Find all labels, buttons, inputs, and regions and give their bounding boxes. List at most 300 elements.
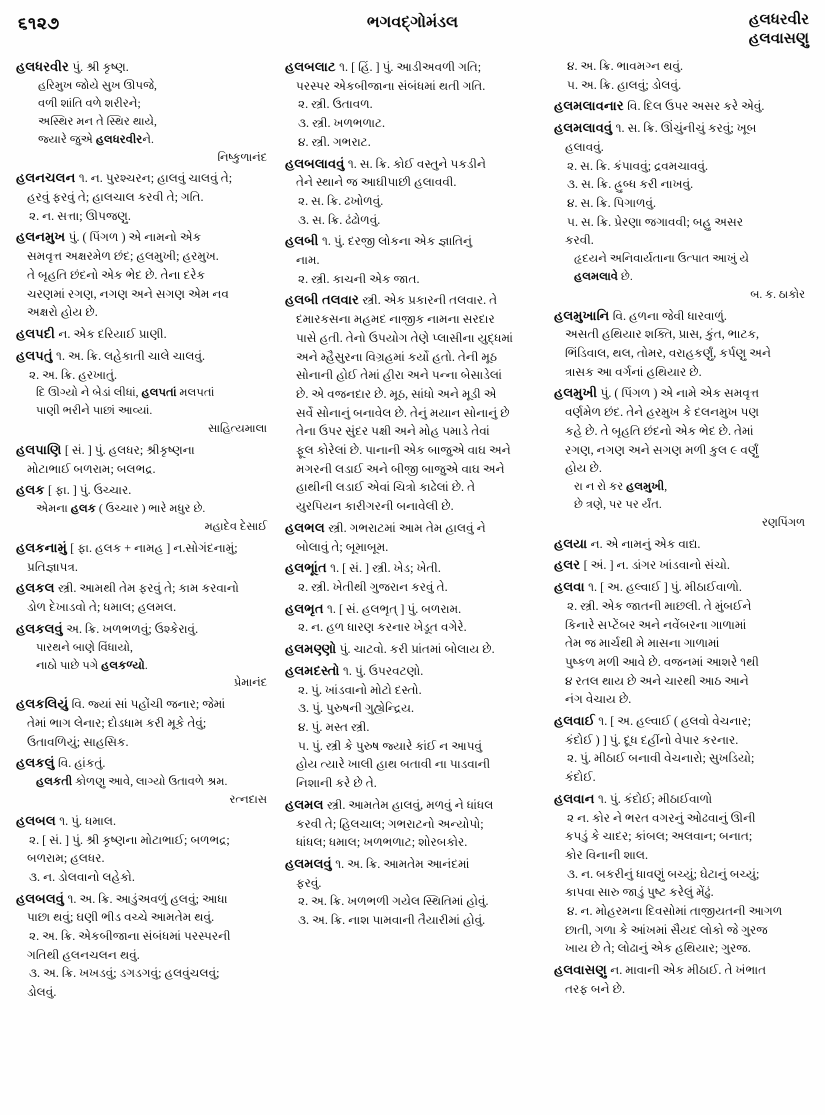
headword: હલપાણિ [16, 442, 65, 457]
definition-continuation [554, 769, 807, 786]
definition-continuation [16, 189, 269, 206]
entry-first-line [554, 578, 807, 596]
definition-continuation [16, 984, 269, 1001]
dictionary-entry [285, 600, 538, 637]
line-text: ૩. સ્ત્રી. ખળભળાટ. [298, 116, 386, 131]
line-text: ૩. ન. ડોલવાનો લહેકો. [29, 869, 135, 884]
line-text: ૧. સ. ક્રિ. કોઈ વસ્તુને પકડીને [347, 156, 486, 171]
line-text: હૃદયને અનિવાર્યતાના ઉત્પાત આખું યે [574, 252, 749, 265]
line-text: ૧. પું. દરજી લોકના એક જ્ઞાતિનું [321, 234, 473, 249]
headword: હલકલ [16, 581, 58, 596]
column-1 [10, 58, 275, 1108]
dictionary-entry [16, 812, 269, 886]
headword: હલધરવીર [16, 60, 73, 74]
sense-definition [285, 893, 538, 910]
dictionary-entry [285, 232, 538, 288]
verse-line [16, 114, 269, 130]
definition-continuation [16, 909, 269, 926]
verse-line [16, 132, 269, 148]
definition-continuation [285, 252, 538, 269]
line-text: બ. ક. ઠાકોર [750, 288, 805, 301]
definition-continuation [285, 479, 538, 496]
dictionary-entry [285, 519, 538, 556]
line-text: મહાદેવ દેસાઈ [204, 521, 267, 534]
line-text: હરવું ફરવું તે; હાલચાલ કરવી તે; ગતિ. [27, 190, 204, 205]
definition-continuation [285, 405, 538, 422]
definition-continuation [554, 423, 807, 440]
line-text: ૧. પું. ધમાલ. [59, 813, 117, 828]
dictionary-entry [16, 539, 269, 576]
line-text: કિનારે સપ્ટેંબર અને નવેંબરના ગાળામાં [565, 617, 747, 632]
sense-definition [554, 214, 807, 231]
entry-first-line [554, 556, 807, 574]
headword: હલનચલન [16, 171, 79, 186]
line-text: વિ. જ્યાં સાં પહોંચી જનાર; જેમાં [71, 697, 226, 712]
citation-source [554, 515, 807, 531]
line-text: પું. શ્રી કૃષ્ણ. [72, 60, 129, 74]
column-3 [548, 58, 813, 1108]
definition-continuation [285, 174, 538, 191]
line-text: મગરની લડાઈ અને બીજી બાજુએ વાઘ અને [296, 461, 505, 476]
line-text: ૨. પું. ખાંડવાનો મોટો દસ્તો. [298, 682, 422, 697]
guide-words [749, 11, 809, 49]
entry-first-line [285, 58, 538, 76]
entry-first-line [16, 620, 269, 638]
emphasized-term: હલમુખી [626, 479, 665, 493]
line-text: દમારકસના મહમદ નાજીક નામના સરદાર [296, 312, 495, 327]
headword: હલમલાવવું [554, 121, 616, 136]
sense-definition [285, 912, 538, 929]
line-text: પરસ્પર એકબીજાના સંબંધમાં થતી ગતિ. [296, 78, 486, 93]
entry-first-line [285, 662, 538, 680]
sense-definition [16, 869, 269, 886]
emphasized-term: હલધરવીર [95, 132, 143, 146]
headword: હલબલાવવું [285, 156, 348, 171]
definition-continuation [285, 816, 538, 833]
line-text: નંગ વેચાય છે. [565, 692, 632, 707]
headword: હલવાસણુ [554, 963, 611, 977]
entry-first-line [554, 712, 807, 730]
line-text: ૪. સ. ક્રિ. પિગાળવું. [567, 195, 657, 210]
definition-continuation [285, 498, 538, 515]
line-text: હલકતી કોળણુ આવે, લાગ્યો ઉતાવળે શ્રમ. [36, 775, 228, 789]
citation-line [554, 251, 807, 267]
line-text: ૫. અ. ક્રિ. હાલવું; ડોલવું. [567, 77, 682, 92]
definition-continuation [16, 715, 269, 732]
line-text: બોલાવું તે; બૂમાબૂમ. [296, 539, 389, 554]
definition-continuation [554, 460, 807, 477]
dictionary-entry [554, 961, 807, 998]
dictionary-entry [285, 155, 538, 229]
line-text: સ્ત્રી. આમતેમ હાલવું, મળવું ને ધાંધલ [326, 797, 494, 812]
headword: હલવાઈ [554, 713, 599, 728]
headword: હલકલિયું [16, 697, 72, 712]
entry-first-line [554, 961, 807, 979]
definition-continuation [16, 267, 269, 284]
definition-continuation [554, 940, 807, 957]
sense-definition [554, 77, 807, 94]
headword: હલબી [285, 234, 322, 249]
entry-first-line [16, 169, 269, 187]
line-text: ૧. અ. ક્રિ. આમતેમ આનંદમાં [335, 856, 470, 871]
headword: હલર [554, 558, 584, 573]
definition-continuation [554, 691, 807, 708]
headword: હલમલાવનાર [554, 99, 628, 114]
line-text: કોર વિનાની શાલ. [565, 847, 649, 862]
headword: હલકનામું [16, 540, 71, 555]
line-text: ૧. અ. ક્રિ. આડુંઅવળું હલવું; આધા [67, 891, 228, 906]
line-text: હલમલાવે છે. [574, 269, 633, 283]
entry-first-line [16, 481, 269, 499]
line-text: પારથને બાણે વિંધાયો, [36, 640, 133, 654]
definition-continuation [554, 654, 807, 671]
definition-continuation [285, 539, 538, 556]
citation-line [16, 774, 269, 790]
line-text: ૨. ન. સત્તા; ઊપજણુ. [29, 208, 131, 223]
definition-continuation [285, 386, 538, 403]
line-text: ૪. પું. મસ્ત સ્ત્રી. [298, 720, 370, 735]
line-text: યુરપિયન કારીગરની બનાવેલી છે. [296, 499, 454, 514]
line-text: પ્રતિજ્ઞાપત્ર. [27, 559, 78, 574]
column-2 [279, 58, 544, 1108]
line-text: રગણ, નગણ અને સગણ મળી કુલ ૯ વર્ણું [565, 442, 759, 457]
citation-line [16, 403, 269, 419]
sense-definition [554, 195, 807, 212]
entry-first-line [554, 535, 807, 553]
line-text: સાહિત્યમાલા [207, 423, 267, 436]
line-text: કરવી તે; હિલચાલ; ગભરાટનો અન્યોપો; [296, 816, 484, 831]
line-text: ૧. સ. ક્રિ. ઊંચુંનીચું કરવું; ખૂબ [615, 121, 757, 136]
definition-continuation [554, 326, 807, 343]
entry-first-line [285, 559, 538, 577]
line-text: નામ. [296, 253, 320, 268]
headword: હલયા [554, 536, 591, 551]
line-text: [ અં. ] ન. ડાંગર ખાંડવાનો સંચો. [583, 558, 730, 573]
dictionary-entry [285, 58, 538, 151]
line-text: ડોલવું. [27, 985, 57, 1000]
line-text: ૧. [ સં. ] સ્ત્રી. ખેડ; ખેતી. [330, 561, 441, 576]
entry-first-line [16, 325, 269, 343]
sense-definition [285, 719, 538, 736]
line-text: અસ્થિર મન તે સ્થિર થાયે, [38, 114, 157, 128]
line-text: ૨. ન. હળ ધારણ કરનાર ખેડૂત વગેરે. [298, 620, 467, 635]
dictionary-entry [554, 384, 807, 531]
definition-continuation [554, 404, 807, 421]
line-text: સર્વે સોનાનું બનાવેલ છે. તેનું મયાન સોનાનું છે [296, 405, 510, 420]
dictionary-entry [16, 620, 269, 692]
dictionary-entry [285, 662, 538, 792]
headword: હલબલવું [16, 891, 68, 906]
line-text: કરવી. [565, 233, 594, 248]
guide-word-first: હલધરવીર [748, 12, 809, 28]
definition-continuation [554, 884, 807, 901]
dictionary-entry [554, 578, 807, 708]
definition-continuation [554, 345, 807, 362]
line-text: ૧. અ. ક્રિ. લહેકાતી ચાલે ચાલવું. [56, 348, 206, 363]
definition-continuation [554, 442, 807, 459]
line-text: હરિમુખ જોયે સુખ ઊપજે, [38, 78, 157, 92]
emphasized-term: હલપતાં [141, 386, 177, 400]
entry-first-line [16, 890, 269, 908]
sense-definition [554, 750, 807, 767]
line-text: ૩. પું. પુરુષની ગુહ્યેન્દ્રિય. [298, 701, 415, 716]
sense-definition [554, 866, 807, 883]
definition-continuation [554, 673, 807, 690]
line-text: ૨. સ્ત્રી. ખેતીથી ગુજરાન કરવું તે. [298, 579, 448, 594]
line-text: અને મ્હૈસુરના વિગ્રહમાં કર્યો હતો. તેની મૂઠ [296, 349, 497, 364]
line-text: ફૂલ કોરેલાં છે. પાનાની એક બાજુએ વાઘ અને [296, 443, 511, 457]
headword: હલપદી [16, 326, 59, 341]
line-text: મોટાભાઈ બળરામ; બલભદ્ર. [27, 461, 156, 476]
line-text: ૨. સ. ક્રિ. ઢખોળવું. [298, 193, 384, 208]
line-text: કંદોઈ ) ] પું. દૂધ દહીંનો વેપાર કરનાર. [565, 732, 739, 747]
sense-definition [285, 579, 538, 596]
line-text: કહે છે. તે બૃહતિ છંદનો એક ભેદ છે. તેમાં [565, 423, 754, 438]
line-text: ૨. [ સં. ] પું. શ્રી કૃષ્ણના મોટાભાઈ; બળભદ્ર; [29, 832, 230, 847]
line-text: એમના હલક ( ઉચ્ચાર ) ભારે મધુર છે. [36, 502, 206, 516]
entry-first-line [16, 695, 269, 713]
headword: હલમદસ્તો [285, 663, 343, 678]
line-text: ૨. પું. મીઠાઈ બનાવી વેચનારો; સુખડિયો; [567, 751, 755, 766]
citation-line [554, 269, 807, 285]
dictionary-entry [554, 790, 807, 958]
definition-continuation [554, 922, 807, 939]
dictionary-entry [554, 307, 807, 381]
line-text: જ્યારે જુએ હલધરવીરને. [38, 132, 154, 146]
line-text: કંદોઈ. [565, 770, 596, 785]
line-text: સ્ત્રી. ગભરાટમાં આમ તેમ હાલવું ને [328, 520, 486, 535]
headword: હલપતું [16, 348, 57, 363]
citation-line [16, 385, 269, 401]
sense-definition [554, 176, 807, 193]
page-number: ૬૧૨૭ [18, 14, 60, 33]
sense-definition [554, 58, 807, 75]
definition-continuation [285, 875, 538, 892]
line-text: સમવૃત્ત અક્ષરમેળ છંદ; હલમુખી; હરમુખ. [27, 249, 219, 264]
verse-line [16, 96, 269, 112]
entry-first-line [285, 519, 538, 537]
emphasized-term: હલમલાવે [574, 269, 619, 283]
line-text: રત્નદાસ [229, 794, 267, 807]
line-text: [ ફા. ] પું. ઉચ્ચાર. [48, 483, 132, 498]
sense-definition [554, 158, 807, 175]
entry-first-line [16, 228, 269, 246]
line-text: સ્ત્રી. એક પ્રકારની તલવાર. તે [362, 293, 498, 308]
entry-first-line [16, 347, 269, 365]
definition-continuation [16, 559, 269, 576]
emphasized-term: હલકળ્યો [101, 658, 145, 672]
definition-continuation [285, 775, 538, 792]
line-text: ૪. અ. ક્રિ. ભાવમગ્ન થવું. [567, 59, 684, 73]
line-text: ૧. [ હિં. ] પું. આડીઅવળી ગતિ; [339, 60, 482, 74]
line-text: અ. ક્રિ. ખળભળવું; ઉશ્કેરાવું. [66, 621, 199, 636]
line-text: ડોળ દેખાડવો તે; ધમાલ; હલમલ. [27, 600, 177, 615]
citation-source [16, 421, 269, 437]
dictionary-entry [285, 855, 538, 929]
sense-definition [285, 271, 538, 288]
line-text: ખાય છે તે; લોઢાનું એક હથિયાર; ગુરજ. [565, 941, 751, 956]
definition-continuation [16, 248, 269, 265]
line-text: ફરવું. [296, 875, 322, 890]
definition-continuation [285, 834, 538, 851]
line-text: કપડું કે ચાદર; કાંબલ; અલવાન; બનાત; [565, 829, 753, 844]
line-text: વિ. હળના જેવી ધારવાળું. [612, 308, 727, 323]
headword: હલક [16, 483, 49, 498]
headword: હલવાન [554, 791, 598, 806]
line-text: ૪ રતલ થાય છે અને ચારથી આઠ આને [565, 673, 749, 688]
sense-definition [16, 928, 269, 945]
definition-continuation [554, 617, 807, 634]
sense-definition [285, 619, 538, 636]
line-text: બળરામ; હલધર. [27, 851, 105, 866]
line-text: ભિંડિવાલ, થલ, તોમર, વરાહકર્ણું, કર્પણુ અને [565, 346, 772, 361]
dictionary-entry [554, 556, 807, 574]
definition-continuation [554, 139, 807, 156]
entry-first-line [16, 812, 269, 830]
entry-first-line [554, 119, 807, 137]
headword: હલબી તલવાર [285, 293, 363, 308]
line-text: તેમ જ માર્ચથી મે માસના ગાળામાં [565, 636, 720, 651]
sense-definition [16, 965, 269, 982]
entry-first-line [554, 384, 807, 402]
definition-continuation [16, 461, 269, 478]
line-text: ૨. સ. ક્રિ. કંપાવવું; દ્રવમચાવવું. [567, 158, 709, 173]
dictionary-entry [285, 640, 538, 658]
entry-first-line [16, 754, 269, 772]
headword: હલવા [554, 580, 589, 595]
line-text: ૨. સ્ત્રી. કાચની એક જાત. [298, 271, 420, 286]
entry-first-line [16, 579, 269, 597]
headword: હલમણ્ણો [285, 642, 340, 657]
dictionary-entry [16, 347, 269, 438]
headword: હલમુખાનિ [554, 308, 613, 323]
line-text: છે. એ વજનદાર છે. મૂઠ, સાંધો અને મૂડી એ [296, 386, 497, 401]
book-title: ભગવદ્ગોમંડલ [366, 14, 459, 31]
line-text: ૩. અ. ક્રિ. ખખડવું; ડગડગવું; હલવુંચલવું; [29, 966, 220, 981]
line-text: તેને સ્થાને જ આઘીપાછી હલાવવી. [296, 175, 457, 190]
sense-definition [285, 212, 538, 229]
citation-line [554, 497, 807, 513]
entry-first-line [285, 155, 538, 173]
line-text: નિષ્કુળાનંદ [217, 151, 267, 164]
line-text: પાસે હતી. તેનો ઉપયોગ તેણે પ્લાસીના યુદ્ધમાં [296, 330, 514, 345]
citation-line [16, 658, 269, 674]
definition-continuation [285, 78, 538, 95]
dictionary-entry [554, 119, 807, 303]
sense-definition [285, 96, 538, 113]
dictionary-entry [554, 712, 807, 786]
citation-source [16, 792, 269, 808]
definition-continuation [554, 847, 807, 864]
definition-continuation [16, 599, 269, 616]
line-text: ઉતાવળિયું; સાહસિક. [27, 734, 129, 749]
sense-definition [285, 115, 538, 132]
line-text: વિ. હાંકતું. [57, 756, 106, 771]
headword: હલબલ [16, 813, 60, 828]
line-text: અસતી હથિયાર શક્તિ, પ્રાસ, કુંત, ભાટક, [565, 327, 760, 342]
headword: હલભૃત [285, 601, 327, 616]
citation-line [16, 640, 269, 656]
line-text: દિ ઊગ્યો ને બેડાં લીધાં, હલપતાં મલપતાં [36, 386, 215, 400]
sense-definition [285, 193, 538, 210]
dictionary-entry [16, 481, 269, 535]
citation-line [16, 501, 269, 517]
line-text: છાતી, ગળા કે આંખમાં સૈયદ લોકો જે ગુરજ [565, 922, 768, 937]
line-text: વળી શાંતિ વળે શરીરને; [38, 96, 141, 110]
entry-first-line [285, 232, 538, 250]
line-text: તરફ બને છે. [565, 981, 626, 996]
line-text: ૧. [ અ. હલ્વાઈ ] પું. મીઠાઈવાળો. [588, 580, 742, 595]
citation-source [554, 287, 807, 303]
verse-line [16, 78, 269, 94]
sense-definition [554, 598, 807, 615]
sense-definition [285, 700, 538, 717]
line-text: નાઠો પાછે પગે હલકળ્યો. [36, 658, 148, 672]
line-text: ૩. સ. ક્રિ. ઢંઢોળવું. [298, 212, 381, 227]
line-text: હાથીની લડાઈ એવાં ચિત્રો કાઢેલાં છે. તે [296, 480, 476, 495]
dictionary-entry [554, 535, 807, 553]
line-text: ૫. પું. સ્ત્રી કે પુરુષ જ્યારે કાંઈ ન આપવું [298, 738, 483, 753]
definition-continuation [554, 732, 807, 749]
entry-first-line [16, 58, 269, 76]
emphasized-term: હલક [70, 502, 96, 516]
definition-continuation [16, 947, 269, 964]
entry-first-line [554, 307, 807, 325]
headword: હલમુખી [554, 386, 601, 401]
definition-continuation [285, 756, 538, 773]
dictionary-entry [16, 228, 269, 321]
line-text: ન. માવાની એક મીઠાઈ. તે ખંભાત [610, 963, 767, 977]
line-text: ચરણમાં રગણ, નગણ અને સગણ એમ નવ [27, 286, 229, 301]
line-text: હલાવવું. [565, 139, 604, 154]
sense-definition [554, 810, 807, 827]
dictionary-entry [16, 890, 269, 1002]
headword: હલનમુખ [16, 230, 69, 245]
headword: હલભૂાંત [285, 561, 331, 576]
citation-source [16, 150, 269, 166]
dictionary-entry [554, 97, 807, 115]
line-text: ૧. પું. ઉપરવટણો. [343, 663, 424, 678]
definition-continuation [554, 635, 807, 652]
headword: હલભલ [285, 520, 329, 535]
line-text: રા ન રો કર હલમુખી, [574, 479, 668, 493]
dictionary-entry [285, 291, 538, 515]
sense-definition [16, 832, 269, 849]
line-text: છે ત્રણે, પર પર ર્યંત. [574, 497, 662, 511]
dictionary-entry [16, 441, 269, 478]
running-head [0, 0, 825, 58]
line-text: ૨. અ. ક્રિ. એકબીજાના સંબંધમાં પરસ્પરની [29, 929, 231, 944]
definition-continuation [285, 367, 538, 384]
entry-first-line [16, 441, 269, 459]
line-text: [ ફા. હલક + નામહ ] ન.સોગંદનામું; [70, 540, 238, 555]
dictionary-entry [16, 325, 269, 343]
definition-continuation [285, 423, 538, 440]
definition-continuation [16, 304, 269, 321]
headword: હલબલાટ [285, 60, 340, 74]
dictionary-entry [16, 695, 269, 751]
dictionary-entry [16, 58, 269, 166]
entry-first-line [285, 291, 538, 309]
line-text: વિ. દિલ ઉપર અસર કરે એવું. [627, 99, 765, 114]
entry-first-line [16, 539, 269, 557]
line-text: પુષ્કળ મળી આવે છે. વજનમાં આશરે ૧થી [565, 654, 759, 669]
definition-continuation [16, 734, 269, 751]
line-text: ૪. સ્ત્રી. ગભરાટ. [298, 134, 371, 149]
line-text: ૧. [ સં. હલભૃત્ ] પું. બળરામ. [327, 601, 462, 616]
line-text: પાણી ભરીને પાછાં આવ્યાં. [36, 404, 153, 418]
sense-definition [285, 134, 538, 151]
